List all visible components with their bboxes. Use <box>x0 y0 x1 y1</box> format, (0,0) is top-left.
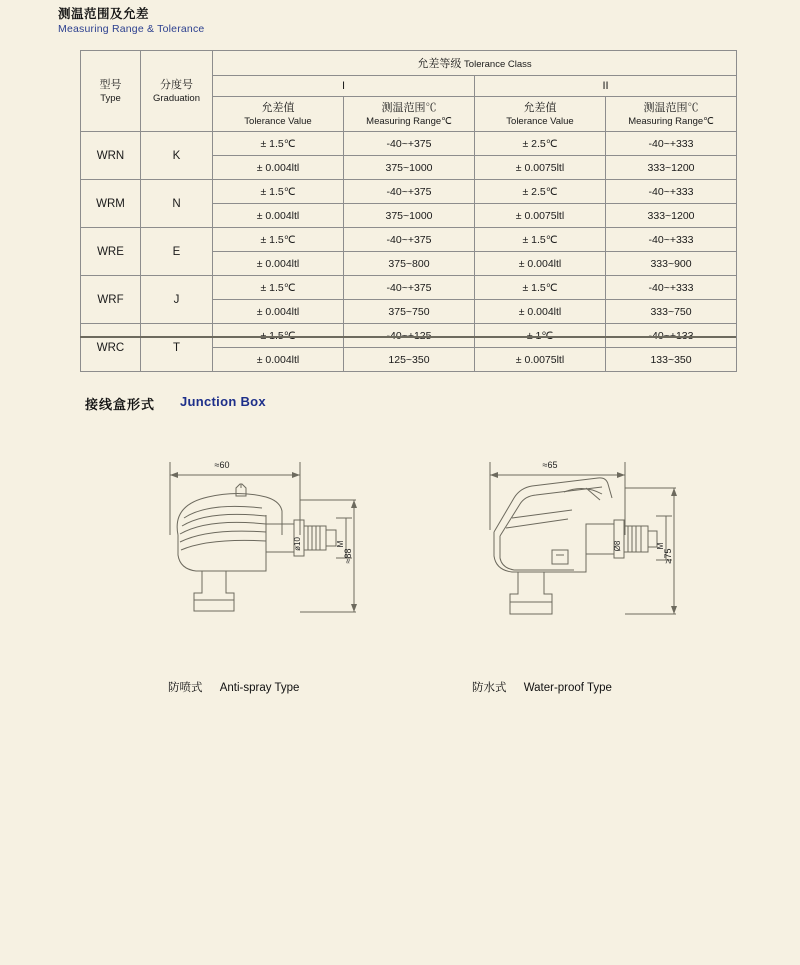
header-class-1: I <box>213 76 475 97</box>
caption-cn: 防水式 <box>472 682 507 694</box>
header-tolerance-class: 允差等级 Tolerance Class <box>213 51 737 76</box>
caption-cn: 防喷式 <box>168 682 203 694</box>
header-meas-range-2: 测温范围℃ Measuring Range℃ <box>606 97 737 132</box>
figure-1-caption <box>168 679 299 695</box>
cell-tolerance-2: ± 2.5℃ <box>475 132 606 156</box>
junction-box-title-cn: 接线盒形式 <box>85 397 156 412</box>
dim-m-label: M <box>336 540 345 548</box>
cell-range-2: -40~+333 <box>606 276 737 300</box>
cell-tolerance-1: ± 1.5℃ <box>213 180 344 204</box>
cell-type: WRN <box>81 132 141 180</box>
figure-water-proof <box>460 440 680 670</box>
cell-graduation: K <box>141 132 213 180</box>
junction-box-title-en: Junction Box <box>180 394 266 409</box>
cell-range-2: 333~1200 <box>606 204 737 228</box>
table-row <box>81 276 737 300</box>
header-class-2: II <box>475 76 737 97</box>
dim-width-label: ≈65 <box>542 460 558 470</box>
cell-type: WRC <box>81 324 141 372</box>
measuring-range-table <box>80 50 737 372</box>
cell-tolerance-1: ± 0.004ltl <box>213 204 344 228</box>
cell-tolerance-2: ± 0.004ltl <box>475 252 606 276</box>
table-row <box>81 228 737 252</box>
measuring-range-table-wrap <box>80 50 736 372</box>
dim-thread-label: ø10 <box>293 537 302 551</box>
header-type: 型号 Type <box>81 51 141 132</box>
cell-graduation: N <box>141 180 213 228</box>
cell-tolerance-1: ± 1.5℃ <box>213 132 344 156</box>
table-header-row-1 <box>81 51 737 76</box>
section-heading <box>58 6 204 37</box>
cell-range-1: -40~+375 <box>344 276 475 300</box>
cell-range-1: 125~350 <box>344 348 475 372</box>
dim-thread-label: Ø8 <box>613 540 622 552</box>
section-title-cn: 测温范围及允差 <box>58 7 150 21</box>
cell-range-1: 375~1000 <box>344 156 475 180</box>
table-bottom-rule <box>80 336 736 338</box>
dim-height-label: ≥75 <box>663 548 673 564</box>
caption-en: Water-proof Type <box>523 682 612 694</box>
cell-tolerance-2: ± 0.0075ltl <box>475 156 606 180</box>
table-row <box>81 132 737 156</box>
cell-graduation: E <box>141 228 213 276</box>
figure-anti-spray <box>140 440 360 670</box>
header-tol-value-2: 允差值 Tolerance Value <box>475 97 606 132</box>
cell-tolerance-1: ± 0.004ltl <box>213 348 344 372</box>
figure-2-caption <box>472 679 612 695</box>
cell-tolerance-2: ± 1.5℃ <box>475 276 606 300</box>
cell-range-1: 375~1000 <box>344 204 475 228</box>
cell-range-1: -40~+375 <box>344 132 475 156</box>
cell-tolerance-1: ± 0.004ltl <box>213 300 344 324</box>
cell-graduation: J <box>141 276 213 324</box>
header-graduation: 分度号 Graduation <box>141 51 213 132</box>
cell-range-2: -40~+333 <box>606 228 737 252</box>
cell-range-2: -40~+333 <box>606 132 737 156</box>
cell-tolerance-2: ± 0.0075ltl <box>475 204 606 228</box>
cell-tolerance-2: ± 2.5℃ <box>475 180 606 204</box>
cell-type: WRM <box>81 180 141 228</box>
dim-width-label: ≈60 <box>214 460 230 470</box>
cell-range-2: 133~350 <box>606 348 737 372</box>
header-meas-range-1: 测温范围℃ Measuring Range℃ <box>344 97 475 132</box>
section-title-en: Measuring Range & Tolerance <box>58 23 205 35</box>
header-tol-value-1: 允差值 Tolerance Value <box>213 97 344 132</box>
cell-range-1: -40~+375 <box>344 228 475 252</box>
cell-range-1: 375~750 <box>344 300 475 324</box>
table-row <box>81 180 737 204</box>
cell-tolerance-2: ± 0.004ltl <box>475 300 606 324</box>
dim-m-label: M <box>656 542 665 550</box>
cell-range-2: 333~900 <box>606 252 737 276</box>
cell-tolerance-1: ± 1.5℃ <box>213 276 344 300</box>
cell-range-1: 375~800 <box>344 252 475 276</box>
cell-type: WRE <box>81 228 141 276</box>
dim-height-label: ≈88 <box>343 548 353 564</box>
cell-range-1: -40~+375 <box>344 180 475 204</box>
cell-tolerance-2: ± 1.5℃ <box>475 228 606 252</box>
cell-range-2: 333~1200 <box>606 156 737 180</box>
cell-tolerance-1: ± 1.5℃ <box>213 228 344 252</box>
cell-range-2: -40~+333 <box>606 180 737 204</box>
cell-tolerance-1: ± 0.004ltl <box>213 252 344 276</box>
caption-en: Anti-spray Type <box>219 682 300 694</box>
cell-tolerance-1: ± 0.004ltl <box>213 156 344 180</box>
cell-graduation: T <box>141 324 213 372</box>
cell-type: WRF <box>81 276 141 324</box>
cell-tolerance-2: ± 0.0075ltl <box>475 348 606 372</box>
cell-range-2: 333~750 <box>606 300 737 324</box>
